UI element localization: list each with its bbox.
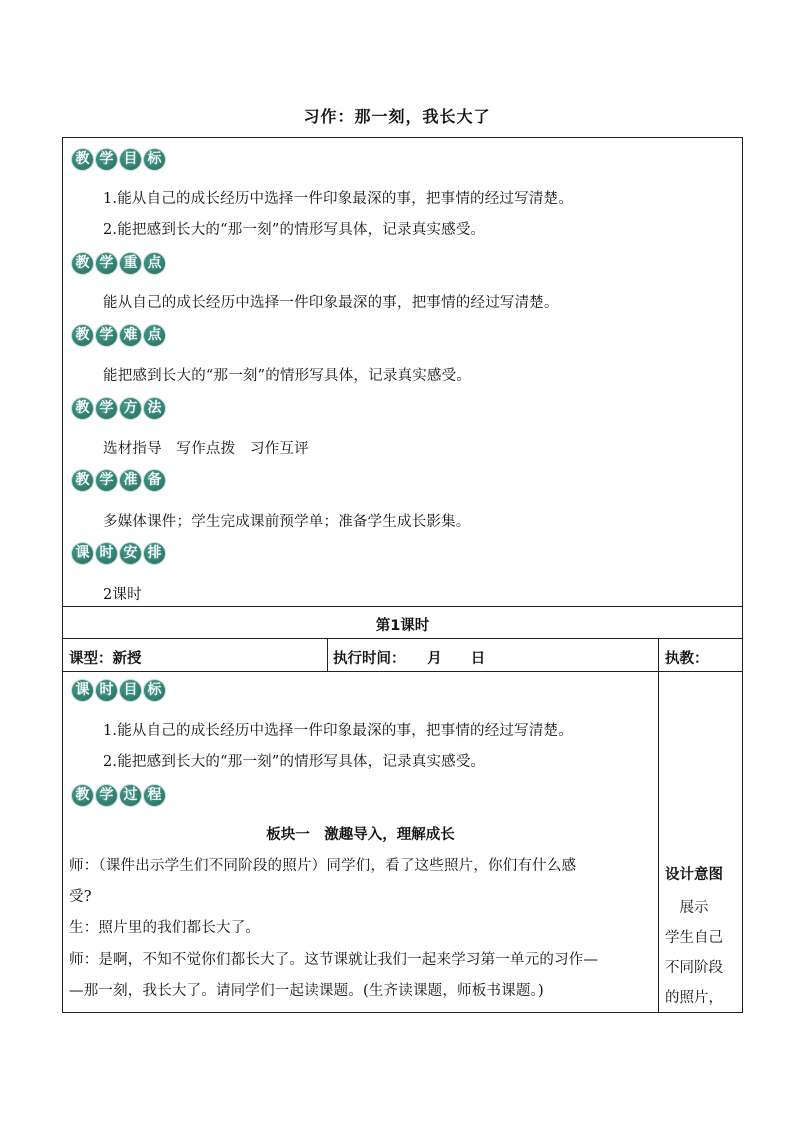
badge-char: 教	[71, 784, 94, 807]
lesson-plan-table	[62, 137, 743, 1013]
block-title: 板块一 激趣导入，理解成长	[266, 827, 455, 843]
badge-char: 目	[119, 679, 142, 702]
badge-char: 标	[143, 148, 166, 171]
badge-char: 学	[95, 324, 118, 347]
divider	[658, 638, 659, 1012]
badge-char: 准	[119, 469, 142, 492]
goal-line: 2.能把感到长大的“那一刻”的情形写具体，记录真实感受。	[103, 222, 486, 238]
teacher-label: 执教：	[665, 651, 709, 667]
dialogue-line: 生：照片里的我们都长大了。	[69, 920, 261, 936]
badge-char: 时	[95, 542, 118, 565]
key-point-line: 能从自己的成长经历中选择一件印象最深的事，把事情的经过写清楚。	[103, 295, 559, 311]
key-points-badge	[71, 252, 166, 275]
badge-char: 方	[119, 397, 142, 420]
lesson-heading: 第1课时	[375, 618, 430, 634]
dialogue-line: 师：是啊，不知不觉你们都长大了。这节课就让我们一起来学习第一单元的习作—	[69, 952, 599, 968]
methods-badge	[71, 397, 166, 420]
badge-char: 课	[71, 679, 94, 702]
badge-char: 学	[95, 397, 118, 420]
design-intent-line: 展示	[665, 900, 709, 916]
lesson-goal-line: 1.能从自己的成长经历中选择一件印象最深的事，把事情的经过写清楚。	[103, 723, 573, 739]
design-intent-line: 不同阶段	[665, 960, 723, 976]
divider	[327, 638, 328, 671]
execution-time: 执行时间： 月 日	[333, 651, 486, 667]
process-badge	[71, 784, 166, 807]
badge-char: 学	[95, 784, 118, 807]
divider	[63, 638, 742, 639]
divider	[63, 606, 742, 607]
page-title: 习作：那一刻，我长大了	[303, 107, 491, 126]
badge-char: 点	[143, 252, 166, 275]
badge-char: 教	[71, 469, 94, 492]
badge-char: 点	[143, 324, 166, 347]
design-intent-title: 设计意图	[665, 867, 723, 883]
divider	[63, 671, 742, 672]
badge-char: 教	[71, 397, 94, 420]
badge-char: 目	[119, 148, 142, 171]
difficulties-badge	[71, 324, 166, 347]
dialogue-line: 受?	[69, 889, 92, 905]
lesson-goal-line: 2.能把感到长大的“那一刻”的情形写具体，记录真实感受。	[103, 754, 486, 770]
preparation-line: 多媒体课件；学生完成课前预学单；准备学生成长影集。	[103, 514, 471, 530]
badge-char: 学	[95, 252, 118, 275]
badge-char: 学	[95, 469, 118, 492]
badge-char: 重	[119, 252, 142, 275]
badge-char: 程	[143, 784, 166, 807]
badge-char: 法	[143, 397, 166, 420]
dialogue-line: 师：（课件出示学生们不同阶段的照片）同学们，看了这些照片，你们有什么感	[69, 858, 577, 874]
design-intent-line: 学生自己	[665, 930, 723, 946]
badge-char: 教	[71, 148, 94, 171]
goals-badge	[71, 148, 166, 171]
goal-line: 1.能从自己的成长经历中选择一件印象最深的事，把事情的经过写清楚。	[103, 191, 573, 207]
method-line: 选材指导 写作点拨 习作互评	[103, 441, 309, 457]
design-intent-line: 的照片，	[665, 990, 723, 1006]
badge-char: 安	[119, 542, 142, 565]
preparation-badge	[71, 469, 166, 492]
difficulty-line: 能把感到长大的“那一刻”的情形写具体，记录真实感受。	[103, 368, 472, 384]
lesson-type: 课型：新授	[69, 651, 142, 667]
schedule-line: 2课时	[103, 587, 142, 603]
badge-char: 排	[143, 542, 166, 565]
badge-char: 学	[95, 148, 118, 171]
badge-char: 过	[119, 784, 142, 807]
badge-char: 教	[71, 252, 94, 275]
dialogue-line: —那一刻，我长大了。请同学们一起读课题。(生齐读课题，师板书课题。)	[69, 983, 544, 999]
badge-char: 时	[95, 679, 118, 702]
badge-char: 难	[119, 324, 142, 347]
badge-char: 课	[71, 542, 94, 565]
badge-char: 备	[143, 469, 166, 492]
lesson-goals-badge	[71, 679, 166, 702]
schedule-badge	[71, 542, 166, 565]
badge-char: 标	[143, 679, 166, 702]
badge-char: 教	[71, 324, 94, 347]
